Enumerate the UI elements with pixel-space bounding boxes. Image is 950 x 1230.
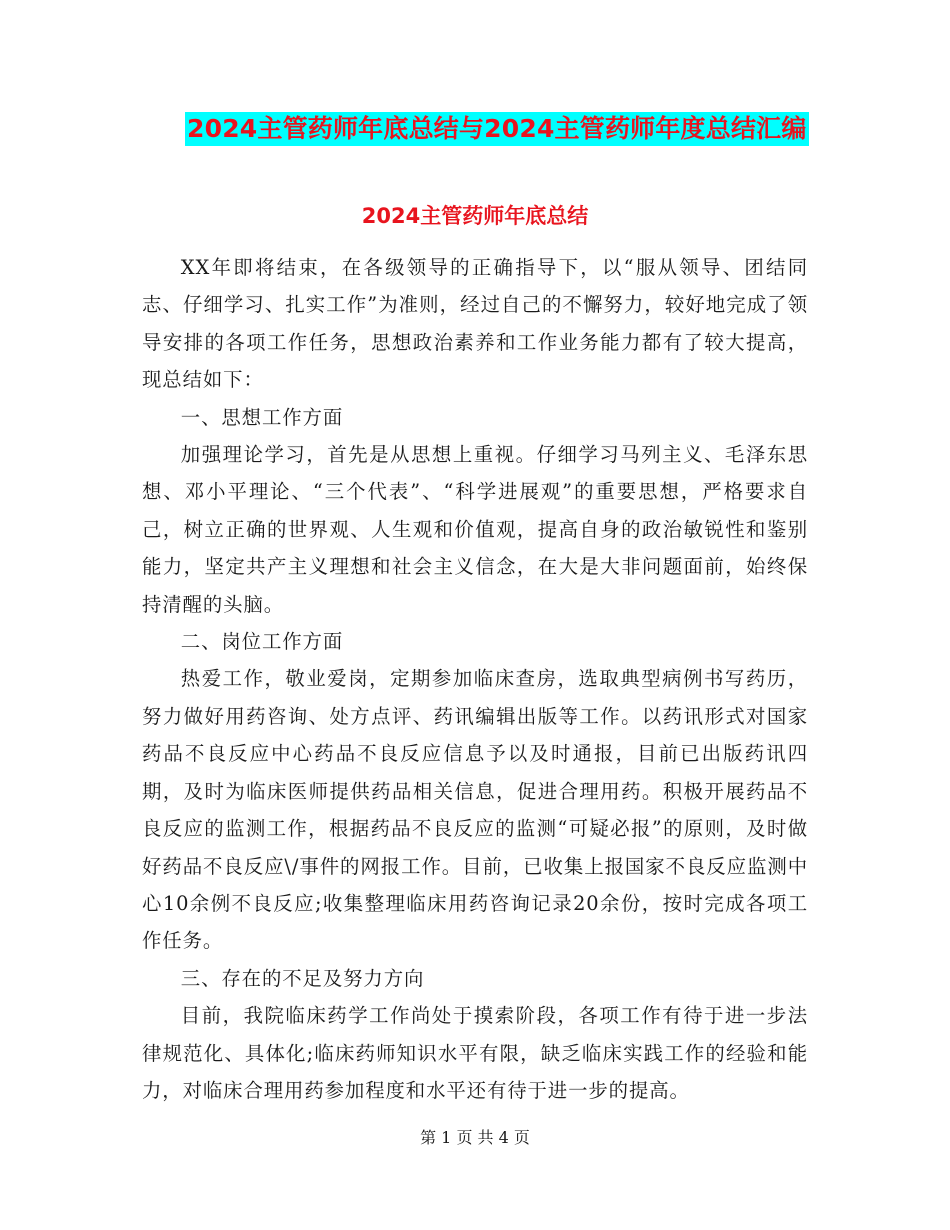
heading-post-work: 二、岗位工作方面 (180, 630, 344, 654)
intro-paragraph: XX年即将结束，在各级领导的正确指导下，以“服从领导、团结同志、仔细学习、扎实工作”为准则，经过自己的不懈努力，较好地完成了领导安排的各项工作任务，思想政治素养和工作业务能力都有了较大提高，现总结如下： (142, 256, 808, 392)
section-title: 2024主管药师年底总结 (361, 204, 589, 228)
ideology-paragraph: 加强理论学习，首先是从思想上重视。仔细学习马列主义、毛泽东思想、邓小平理论、“三个代表”、“科学进展观”的重要思想，严格要求自己，树立正确的世界观、人生观和价值观，提高自身的政治敏锐性和鉴别能力，坚定共产主义理想和社会主义信念，在大是大非问题面前，始终保持清醒的头脑。 (142, 443, 808, 616)
page-footer: 第 1 页 共 4 页 (420, 1128, 530, 1147)
document-title: 2024主管药师年底总结与2024主管药师年度总结汇编 (185, 112, 809, 146)
document-body (142, 249, 808, 1109)
heading-shortcomings: 三、存在的不足及努力方向 (180, 966, 425, 990)
post-work-paragraph: 热爱工作，敬业爱岗，定期参加临床查房，选取典型病例书写药历，努力做好用药咨询、处方点评、药讯编辑出版等工作。以药讯形式对国家药品不良反应中心药品不良反应信息予以及时通报，目前已出版药讯四期，及时为临床医师提供药品相关信息，促进合理用药。积极开展药品不良反应的监测工作，根据药品不良反应的监测“可疑必报”的原则，及时做好药品不良反应\/事件的网报工作。目前，已收集上报国家不良反应监测中心10余例不良反应;收集整理临床用药咨询记录20余份，按时完成各项工作任务。 (142, 667, 808, 953)
heading-ideology: 一、思想工作方面 (180, 405, 344, 429)
shortcomings-paragraph: 目前，我院临床药学工作尚处于摸索阶段，各项工作有待于进一步法律规范化、具体化;临床药师知识水平有限，缺乏临床实践工作的经验和能力，对临床合理用药参加程度和水平还有待于进一步的提高。 (142, 1004, 808, 1102)
